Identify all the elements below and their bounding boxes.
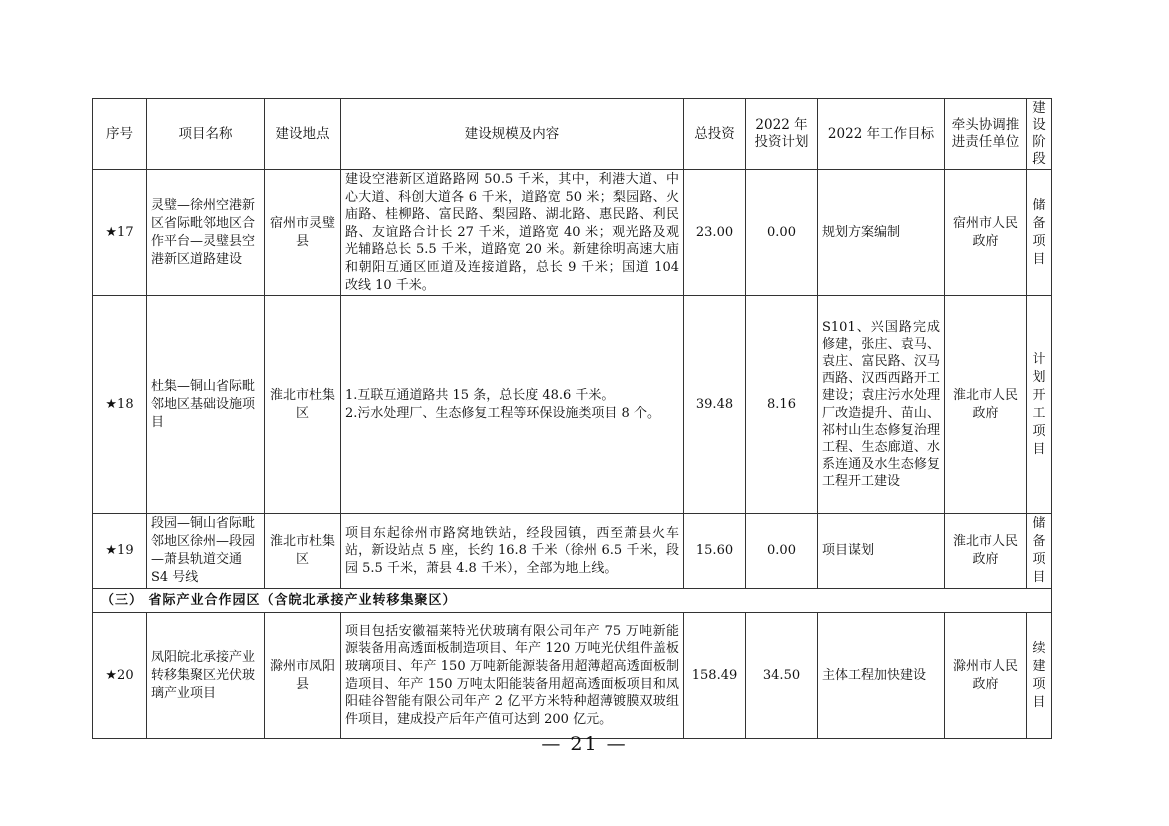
row-stage: 续建项目 xyxy=(1027,613,1052,739)
row-name: 杜集—铜山省际毗邻地区基础设施项目 xyxy=(147,296,265,514)
row-plan2022: 8.16 xyxy=(746,296,818,514)
row-name: 凤阳皖北承接产业转移集聚区光伏玻璃产业项目 xyxy=(147,613,265,739)
row-goal2022: S101、兴国路完成修建，张庄、袁马、袁庄、富民路、汉马西路、汉西西路开工建设；袁庄污水处理厂改造提升、苗山、祁村山生态修复治理工程、生态廊道、水系连通及水生态修复工程开工建设 xyxy=(818,296,945,514)
section-title: 省际产业合作园区（含皖北承接产业转移集聚区） xyxy=(148,592,457,608)
header-investment: 总投资 xyxy=(684,99,746,170)
header-stage: 建设阶段 xyxy=(1027,99,1052,170)
project-table xyxy=(92,98,1052,739)
row-investment: 15.60 xyxy=(684,514,746,589)
row-seq: ★18 xyxy=(93,296,147,514)
header-name: 项目名称 xyxy=(147,99,265,170)
row-name: 段园—铜山省际毗邻地区徐州—段园—萧县轨道交通 S4 号线 xyxy=(147,514,265,589)
row-location: 滁州市凤阳县 xyxy=(265,613,341,739)
row-investment: 23.00 xyxy=(684,170,746,296)
row-unit: 淮北市人民政府 xyxy=(945,514,1027,589)
page-number: — 21 — xyxy=(541,733,628,755)
row-content: 建设空港新区道路路网 50.5 千米，其中，利港大道、中心大道、科创大道各 6 千米，道路宽 50 米；梨园路、火庙路、桂柳路、富民路、梨园路、湖北路、惠民路、利民路、友谊路合计长 27 千米，道路宽 40 米；观光路及观光辅路总长 5.5 千米，道路宽 20 米。新建徐明高速大庙和朝阳互通区匝道及连接道路，总长 9 千米；国道 104 改线 10 千米。 xyxy=(341,170,684,296)
row-content: 1.互联互通道路共 15 条，总长度 48.6 千米。 2.污水处理厂、生态修复工程等环保设施类项目 8 个。 xyxy=(341,296,684,514)
header-location: 建设地点 xyxy=(265,99,341,170)
row-plan2022: 34.50 xyxy=(746,613,818,739)
header-unit: 牵头协调推进责任单位 xyxy=(945,99,1027,170)
row-content: 项目包括安徽福莱特光伏玻璃有限公司年产 75 万吨新能源装备用高透面板制造项目、年产 120 万吨光伏组件盖板玻璃项目、年产 150 万吨新能源装备用超薄超高透面板制造项目、年产 150 万吨太阳能装备用超高透面板项目和凤阳硅谷智能有限公司年产 2 亿平方米特种超薄镀膜双玻组件项目，建成投产后年产值可达到 200 亿元。 xyxy=(341,613,684,739)
row-stage: 计划开工项目 xyxy=(1027,296,1052,514)
header-seq: 序号 xyxy=(93,99,147,170)
row-investment: 158.49 xyxy=(684,613,746,739)
row-unit: 淮北市人民政府 xyxy=(945,296,1027,514)
row-goal2022: 主体工程加快建设 xyxy=(818,613,945,739)
header-row xyxy=(93,99,1052,170)
table-row xyxy=(93,514,1052,589)
row-seq: ★20 xyxy=(93,613,147,739)
row-unit: 宿州市人民政府 xyxy=(945,170,1027,296)
section-label: （三） xyxy=(101,592,144,608)
row-stage: 储备项目 xyxy=(1027,170,1052,296)
row-goal2022: 项目谋划 xyxy=(818,514,945,589)
row-content: 项目东起徐州市路窝地铁站，经段园镇，西至萧县火车站，新设站点 5 座，长约 16.8 千米（徐州 6.5 千米，段园 5.5 千米，萧县 4.8 千米），全部为地上线。 xyxy=(341,514,684,589)
header-goal2022: 2022 年工作目标 xyxy=(818,99,945,170)
row-goal2022: 规划方案编制 xyxy=(818,170,945,296)
header-plan2022: 2022 年投资计划 xyxy=(746,99,818,170)
table-row xyxy=(93,170,1052,296)
row-location: 宿州市灵璧县 xyxy=(265,170,341,296)
row-name: 灵璧—徐州空港新区省际毗邻地区合作平台—灵璧县空港新区道路建设 xyxy=(147,170,265,296)
row-investment: 39.48 xyxy=(684,296,746,514)
row-plan2022: 0.00 xyxy=(746,514,818,589)
row-plan2022: 0.00 xyxy=(746,170,818,296)
row-seq: ★17 xyxy=(93,170,147,296)
row-stage: 储备项目 xyxy=(1027,514,1052,589)
row-location: 淮北市杜集区 xyxy=(265,296,341,514)
table-row xyxy=(93,296,1052,514)
row-seq: ★19 xyxy=(93,514,147,589)
header-content: 建设规模及内容 xyxy=(341,99,684,170)
section-row xyxy=(93,589,1052,613)
row-unit: 滁州市人民政府 xyxy=(945,613,1027,739)
table-row xyxy=(93,613,1052,739)
row-location: 淮北市杜集区 xyxy=(265,514,341,589)
section-heading xyxy=(93,589,1052,613)
